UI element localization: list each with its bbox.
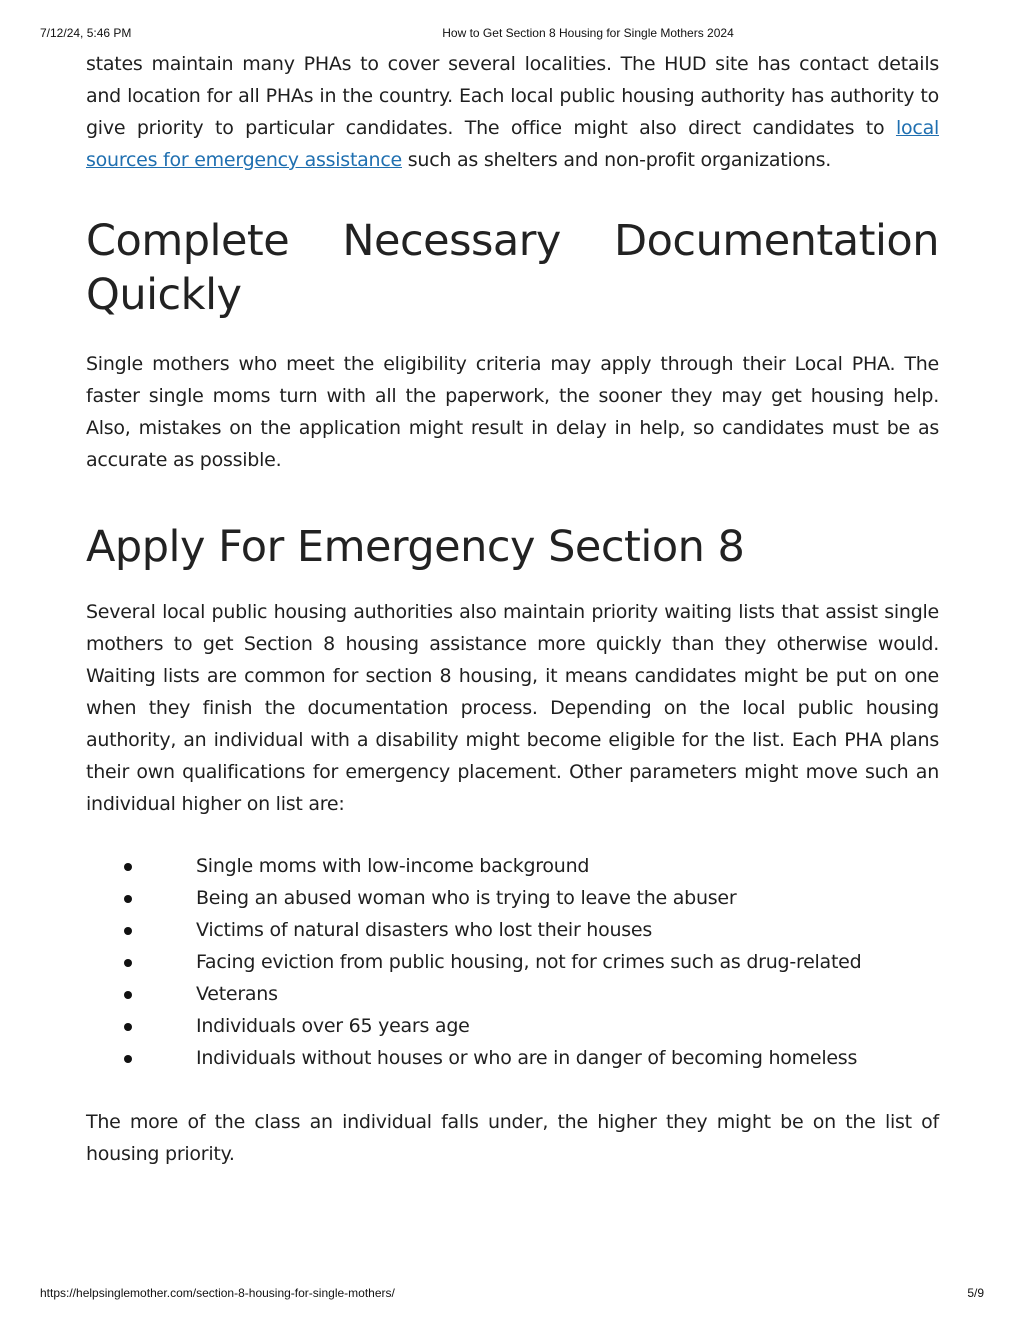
print-url: https://helpsinglemother.com/section-8-housing-for-single-mothers/: [40, 1286, 395, 1300]
list-item-text: Being an abused woman who is trying to leave the abuser: [196, 887, 737, 909]
list-item-text: Victims of natural disasters who lost their houses: [196, 919, 652, 941]
bullet-icon: [124, 1023, 132, 1031]
bullet-icon: [124, 991, 132, 999]
print-header: [0, 26, 1024, 42]
list-item: [86, 1010, 939, 1042]
bullet-icon: [124, 1055, 132, 1063]
list-item-text: Single moms with low-income background: [196, 855, 590, 877]
bullet-icon: [124, 927, 132, 935]
bullet-icon: [124, 863, 132, 871]
intro-text-after-link: such as shelters and non-profit organizations.: [401, 149, 832, 171]
print-page-title: How to Get Section 8 Housing for Single Mothers 2024: [442, 26, 734, 40]
emergency-paragraph: Several local public housing authorities also maintain priority waiting lists that assist single mothers to get Section 8 housing assistance more quickly than they otherwise would. Waiting lists are common for section 8 housing, it means candidates might be put on one when they finish the documentation process. Depending on the local public housing authority, an individual with a disability might become eligible for the list. Each PHA plans their own qualifications for emergency placement. Other parameters might move such an individual higher on list are:: [86, 601, 939, 815]
list-item: [86, 914, 939, 946]
section-heading-emergency: Apply For Emergency Section 8: [86, 522, 745, 572]
print-datetime: 7/12/24, 5:46 PM: [40, 26, 132, 40]
page-number: 5/9: [967, 1286, 984, 1300]
list-item: [86, 978, 939, 1010]
list-item-text: Facing eviction from public housing, not for crimes such as drug-related: [196, 951, 862, 973]
list-item: [86, 882, 939, 914]
section-heading-documentation: Complete Necessary Documentation Quickly: [86, 216, 939, 320]
list-item: [86, 850, 939, 882]
article-content: [86, 48, 939, 1170]
list-item-text: Veterans: [196, 983, 278, 1005]
list-item-text: Individuals without houses or who are in danger of becoming homeless: [196, 1047, 858, 1069]
list-item-text: Individuals over 65 years age: [196, 1015, 470, 1037]
intro-text-before-link: states maintain many PHAs to cover several localities. The HUD site has contact details and location for all PHAs in the country. Each local public housing authority has authority to give priority to particular candidates. The office might also direct candidates to: [86, 53, 939, 139]
intro-paragraph: [86, 48, 939, 176]
bullet-icon: [124, 895, 132, 903]
list-item: [86, 1042, 939, 1074]
print-footer: [0, 1286, 1024, 1302]
documentation-paragraph: Single mothers who meet the eligibility criteria may apply through their Local PHA. The faster single moms turn with all the paperwork, the sooner they may get housing help. Also, mistakes on the application might result in delay in help, so candidates must be as accurate as possible.: [86, 353, 939, 471]
list-item: [86, 946, 939, 978]
emergency-assistance-link[interactable]: local sources for emergency assistance: [86, 117, 939, 171]
bullet-icon: [124, 959, 132, 967]
closing-paragraph: The more of the class an individual falls under, the higher they might be on the list of housing priority.: [86, 1111, 939, 1165]
priority-criteria-list: [86, 850, 939, 1074]
